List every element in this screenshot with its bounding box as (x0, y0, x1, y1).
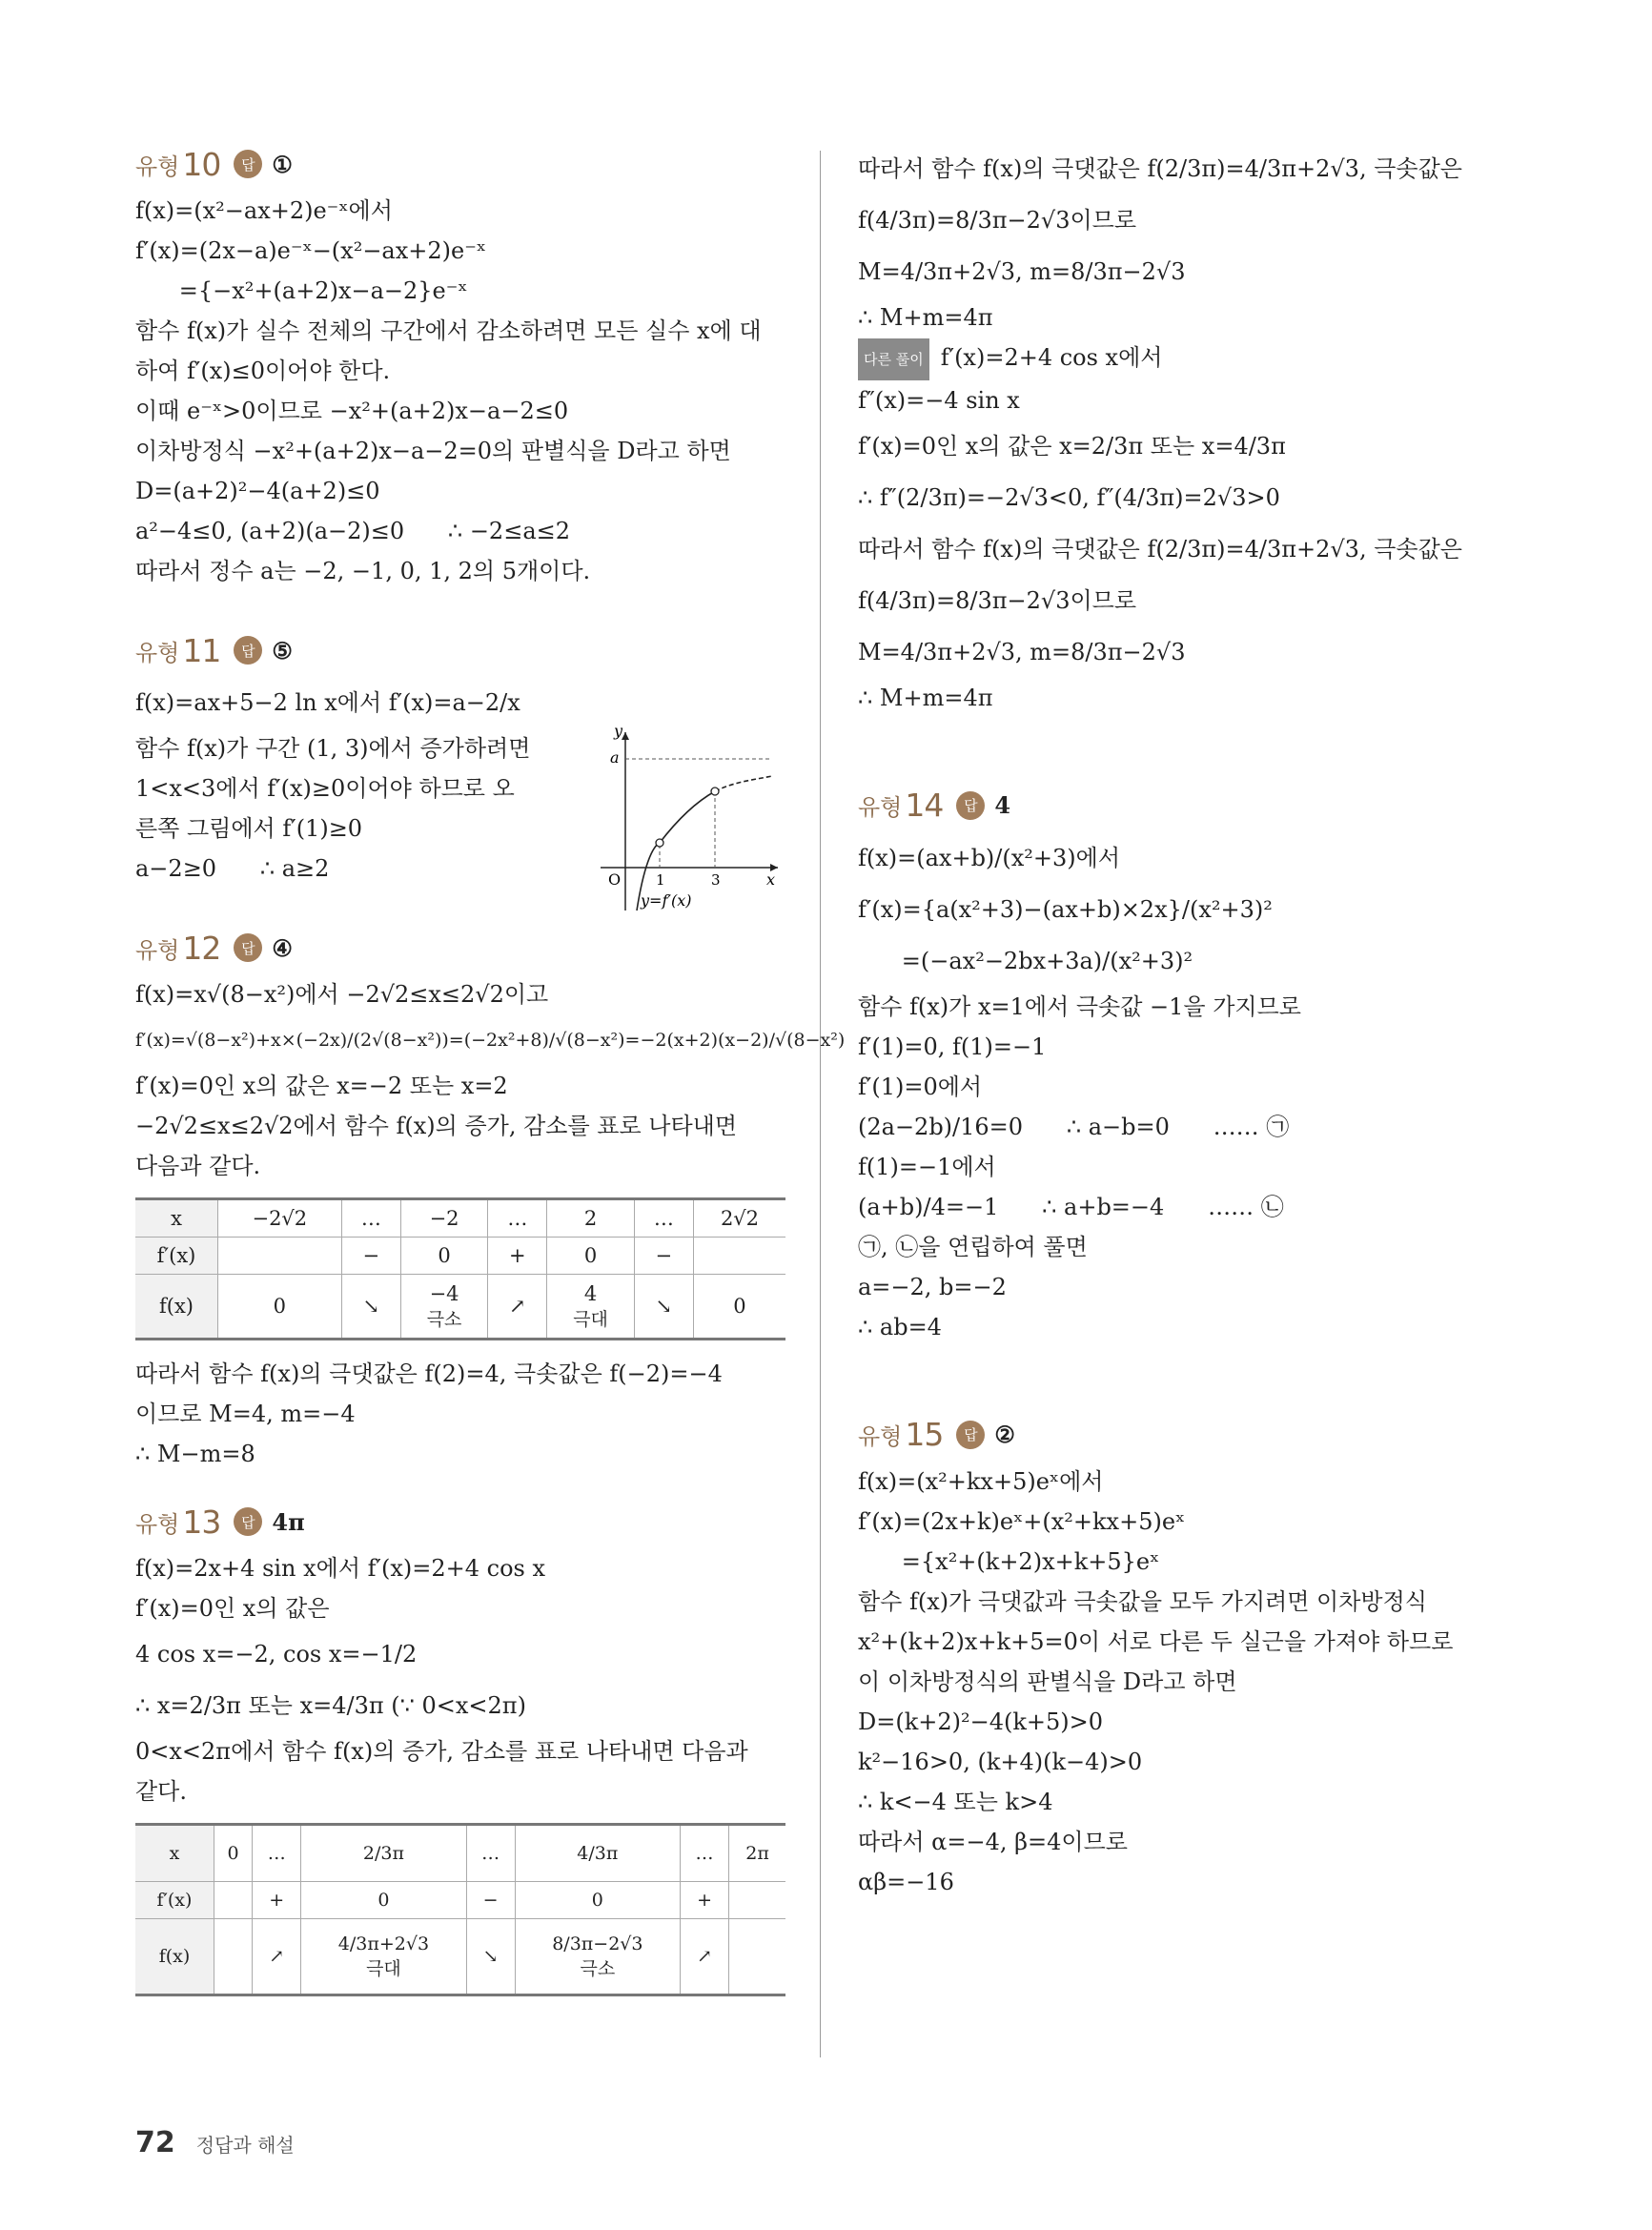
solution-line: 따라서 함수 f(x)의 극댓값은 f(2/3π)=4/3π+2√3, 극솟값은 (858, 535, 1462, 563)
table-cell: x (135, 1199, 218, 1238)
solution-line: f′(x)={a(x²+3)−(ax+b)×2x}/(x²+3)² (858, 895, 1273, 923)
solution-line: ={−x²+(a+2)x−a−2}e⁻ˣ (135, 277, 468, 304)
solution-line: a²−4≤0, (a+2)(a−2)≤0 ∴ −2≤a≤2 (135, 518, 570, 544)
answer-value: 4 (994, 791, 1011, 819)
section-header (858, 785, 1487, 827)
solution-line: f′(x)=(2x+k)eˣ+(x²+kx+5)eˣ (858, 1507, 1186, 1535)
page-footer (135, 2126, 295, 2159)
table-cell: 0 (547, 1238, 634, 1275)
table-cell: … (253, 1825, 301, 1882)
solution-line: 따라서 정수 a는 −2, −1, 0, 1, 2의 5개이다. (135, 558, 591, 584)
x-axis-label: x (766, 870, 776, 889)
table-cell: 0 (515, 1882, 680, 1919)
table-cell: f(x) (135, 1275, 218, 1340)
table-row (135, 1919, 785, 1995)
table-cell: … (488, 1199, 547, 1238)
solution-line: =(−ax²−2bx+3a)/(x²+3)² (858, 947, 1193, 974)
tick-1-label: 1 (656, 871, 665, 889)
solution-line: 하여 f′(x)≤0이어야 한다. (135, 358, 391, 384)
solution-line: a−2≥0 ∴ a≥2 (135, 855, 330, 882)
table-cell: 2√2 (693, 1199, 785, 1238)
solution-line: 이때 e⁻ˣ>0이므로 −x²+(a+2)x−a−2≤0 (135, 398, 569, 424)
extremum-label: 극대 (366, 1957, 401, 1979)
answer-badge: 답 (234, 1507, 262, 1536)
solution-line: x²+(k+2)x+k+5=0이 서로 다른 두 실근을 가져야 하므로 (858, 1627, 1454, 1655)
solution-line: ∴ x=2/3π 또는 x=4/3π (∵ 0<x<2π) (135, 1692, 526, 1719)
answer-value: ⑤ (272, 636, 293, 665)
table-cell (515, 1919, 680, 1995)
table-row (135, 1882, 785, 1919)
answer-badge: 답 (956, 791, 985, 820)
solution-line: a=−2, b=−2 (858, 1273, 1007, 1300)
table-cell: f′(x) (135, 1238, 218, 1275)
solution-line: f′(x)=0인 x의 값은 x=2/3π 또는 x=4/3π (858, 432, 1286, 460)
solution-line: ㉠, ㉡을 연립하여 풀면 (858, 1233, 1088, 1260)
table-cell: 0 (400, 1238, 487, 1275)
solution-line: 함수 f(x)가 x=1에서 극솟값 −1을 가지므로 (858, 992, 1301, 1020)
a-level-label: a (610, 748, 620, 767)
type-number: 11 (182, 631, 221, 669)
solution-line: (2a−2b)/16=0 ∴ a−b=0 …… ㉠ (858, 1113, 1290, 1140)
answer-badge: 답 (956, 1421, 985, 1449)
table-cell: + (488, 1238, 547, 1275)
table-cell: 2/3π (301, 1825, 466, 1882)
solution-line: 따라서 함수 f(x)의 극댓값은 f(2)=4, 극솟값은 f(−2)=−4 (135, 1361, 723, 1387)
table-cell (218, 1238, 342, 1275)
extremum-label: 극대 (573, 1308, 608, 1330)
cell-value: 8/3π−2√3 (552, 1933, 643, 1954)
table-cell: − (634, 1238, 693, 1275)
table-cell: f(x) (135, 1919, 214, 1995)
solution-line: 이므로 M=4, m=−4 (135, 1401, 356, 1427)
table-cell (693, 1238, 785, 1275)
solution-line: 함수 f(x)가 극댓값과 극솟값을 모두 가지려면 이차방정식 (858, 1587, 1427, 1615)
section-header (858, 1414, 1487, 1456)
type-label: 유형 (135, 1510, 180, 1538)
solution-line: −2√2≤x≤2√2에서 함수 f(x)의 증가, 감소를 표로 나타내면 (135, 1113, 738, 1139)
table-cell: 0 (693, 1275, 785, 1340)
solution-line: (a+b)/4=−1 ∴ a+b=−4 …… ㉡ (858, 1193, 1284, 1220)
extremum-label: 극소 (580, 1957, 616, 1979)
cell-value: 4 (583, 1281, 598, 1305)
cell-value: 4/3π+2√3 (337, 1933, 430, 1954)
solution-line: 함수 f(x)가 구간 (1, 3)에서 증가하려면 (135, 735, 531, 762)
table-cell: − (466, 1882, 515, 1919)
table-cell: … (341, 1199, 400, 1238)
section-header (135, 1501, 785, 1543)
solution-line: ∴ M−m=8 (135, 1441, 255, 1467)
table-cell: x (135, 1825, 214, 1882)
table-cell: 4/3π (515, 1825, 680, 1882)
solution-line: ={x²+(k+2)x+k+5}eˣ (858, 1547, 1160, 1575)
section-type-15 (858, 1414, 1487, 1902)
solution-line: f(x)=(x²+kx+5)eˣ에서 (858, 1467, 1104, 1495)
solution-line: 1<x<3에서 f′(x)≥0이어야 하므로 오 (135, 775, 515, 802)
table-row (135, 1825, 785, 1882)
type-number: 12 (182, 929, 221, 967)
table-cell (301, 1919, 466, 1995)
type-label: 유형 (858, 1423, 903, 1450)
answer-badge: 답 (234, 933, 262, 962)
solution-line: ∴ k<−4 또는 k>4 (858, 1788, 1053, 1815)
section-header (135, 143, 785, 185)
solution-line: f(x)=x√(8−x²)에서 −2√2≤x≤2√2이고 (135, 981, 549, 1008)
solution-line: 4 cos x=−2, cos x=−1/2 (135, 1641, 418, 1667)
table-row (135, 1238, 785, 1275)
variation-table (135, 1823, 785, 1996)
solution-line: f″(x)=−4 sin x (858, 386, 1020, 414)
right-column (858, 143, 1487, 1902)
table-cell (214, 1919, 253, 1995)
section-header (135, 629, 785, 671)
extremum-label: 극소 (426, 1308, 462, 1330)
solution-line: 0<x<2π에서 함수 f(x)의 증가, 감소를 표로 나타내면 다음과 (135, 1738, 748, 1765)
table-cell: 0 (301, 1882, 466, 1919)
solution-line: f′(1)=0에서 (858, 1073, 983, 1100)
type-label: 유형 (135, 153, 180, 180)
solution-line: αβ=−16 (858, 1868, 954, 1895)
column-divider (820, 151, 821, 2057)
solution-line: 이 이차방정식의 판별식을 D라고 하면 (858, 1667, 1237, 1695)
table-cell: −2√2 (218, 1199, 342, 1238)
type-label: 유형 (858, 794, 903, 821)
table-cell: ↘ (341, 1275, 400, 1340)
alt-solution-badge: 다른 풀이 (858, 338, 929, 380)
cell-value: −4 (429, 1281, 459, 1305)
table-cell: f′(x) (135, 1882, 214, 1919)
curve-label: y=f′(x) (641, 891, 692, 910)
table-cell: ↗ (488, 1275, 547, 1340)
origin-label: O (608, 870, 622, 889)
solution-line: f(x)=ax+5−2 ln x에서 f′(x)=a−2/x (135, 689, 520, 716)
answer-badge: 답 (234, 636, 262, 665)
derivative-graph (591, 725, 782, 915)
solution-line: 이차방정식 −x²+(a+2)x−a−2=0의 판별식을 D라고 하면 (135, 438, 731, 464)
section-type-12 (135, 927, 846, 1474)
footer-title: 정답과 해설 (195, 2134, 295, 2157)
solution-line: f′(x)=0인 x의 값은 x=−2 또는 x=2 (135, 1073, 508, 1099)
table-cell: − (341, 1238, 400, 1275)
table-row (135, 1199, 785, 1238)
solution-line: f(x)=(x²−ax+2)e⁻ˣ에서 (135, 197, 393, 224)
table-cell: … (634, 1199, 693, 1238)
solution-line: ∴ M+m=4π (858, 684, 993, 711)
table-cell: 2π (729, 1825, 785, 1882)
solution-line: f′(x)=√(8−x²)+x×(−2x)/(2√(8−x²))=(−2x²+8)/√(8−x²)=−2(x+2)(x−2)/√(8−x²) (135, 1030, 846, 1051)
type-label: 유형 (135, 936, 180, 964)
solution-line: f′(1)=0, f(1)=−1 (858, 1033, 1047, 1060)
solution-line: M=4/3π+2√3, m=8/3π−2√3 (858, 258, 1186, 285)
answer-value: 4π (272, 1507, 305, 1536)
table-cell: … (466, 1825, 515, 1882)
solution-line: 함수 f(x)가 실수 전체의 구간에서 감소하려면 모든 실수 x에 대 (135, 317, 762, 344)
solution-line: f(4/3π)=8/3π−2√3이므로 (858, 586, 1137, 614)
solution-line: D=(k+2)²−4(k+5)>0 (858, 1708, 1104, 1735)
alt-solution-text: f′(x)=2+4 cos x에서 (940, 344, 1163, 371)
type-number: 10 (182, 145, 221, 183)
solution-line: f(x)=(ax+b)/(x²+3)에서 (858, 844, 1121, 871)
alt-solution-line (858, 338, 1487, 380)
solution-line: 같다. (135, 1778, 187, 1805)
solution-line: k²−16>0, (k+4)(k−4)>0 (858, 1748, 1143, 1775)
solution-line: ∴ ab=4 (858, 1313, 942, 1340)
y-axis-label: y (614, 725, 623, 740)
solution-line: 다음과 같다. (135, 1153, 261, 1179)
solution-line: ∴ M+m=4π (858, 304, 993, 331)
section-type-11 (135, 629, 785, 910)
table-cell: + (680, 1882, 728, 1919)
type-number: 14 (905, 787, 944, 824)
tick-3-label: 3 (711, 871, 721, 889)
type-number: 15 (905, 1416, 944, 1453)
table-cell: ↗ (253, 1919, 301, 1995)
table-cell: 0 (218, 1275, 342, 1340)
table-cell: 0 (214, 1825, 253, 1882)
table-cell (547, 1275, 634, 1340)
page-number: 72 (135, 2126, 175, 2159)
type-label: 유형 (135, 639, 180, 666)
left-column (135, 143, 846, 2010)
solution-line: f′(x)=0인 x의 값은 (135, 1595, 330, 1622)
answer-badge: 답 (234, 150, 262, 178)
solution-line: 따라서 α=−4, β=4이므로 (858, 1828, 1128, 1855)
solution-line: ∴ f″(2/3π)=−2√3<0, f″(4/3π)=2√3>0 (858, 483, 1280, 511)
answer-value: ④ (272, 933, 293, 962)
table-row (135, 1275, 785, 1340)
table-cell (214, 1882, 253, 1919)
table-cell (400, 1275, 487, 1340)
solution-line: M=4/3π+2√3, m=8/3π−2√3 (858, 638, 1186, 665)
section-header (135, 927, 785, 969)
answer-value: ① (272, 150, 293, 178)
solution-line: f(4/3π)=8/3π−2√3이므로 (858, 207, 1137, 234)
solution-line: f(1)=−1에서 (858, 1153, 996, 1180)
table-cell (729, 1882, 785, 1919)
table-cell: ↘ (634, 1275, 693, 1340)
section-type-13-continued (858, 143, 1487, 718)
answer-value: ② (994, 1421, 1015, 1448)
solution-line: D=(a+2)²−4(a+2)≤0 (135, 478, 380, 504)
variation-table (135, 1197, 785, 1340)
solution-line: 른쪽 그림에서 f′(1)≥0 (135, 815, 363, 842)
table-cell: + (253, 1882, 301, 1919)
type-number: 13 (182, 1503, 221, 1541)
section-type-14 (858, 785, 1487, 1347)
solution-line: f′(x)=(2x−a)e⁻ˣ−(x²−ax+2)e⁻ˣ (135, 237, 487, 264)
section-type-10 (135, 143, 785, 591)
section-type-13 (135, 1501, 785, 1996)
table-cell (729, 1919, 785, 1995)
table-cell: 2 (547, 1199, 634, 1238)
solution-line: f(x)=2x+4 sin x에서 f′(x)=2+4 cos x (135, 1555, 546, 1582)
solution-line: 따라서 함수 f(x)의 극댓값은 f(2/3π)=4/3π+2√3, 극솟값은 (858, 155, 1462, 182)
table-cell: −2 (400, 1199, 487, 1238)
table-cell: ↗ (680, 1919, 728, 1995)
table-cell: ↘ (466, 1919, 515, 1995)
table-cell: … (680, 1825, 728, 1882)
